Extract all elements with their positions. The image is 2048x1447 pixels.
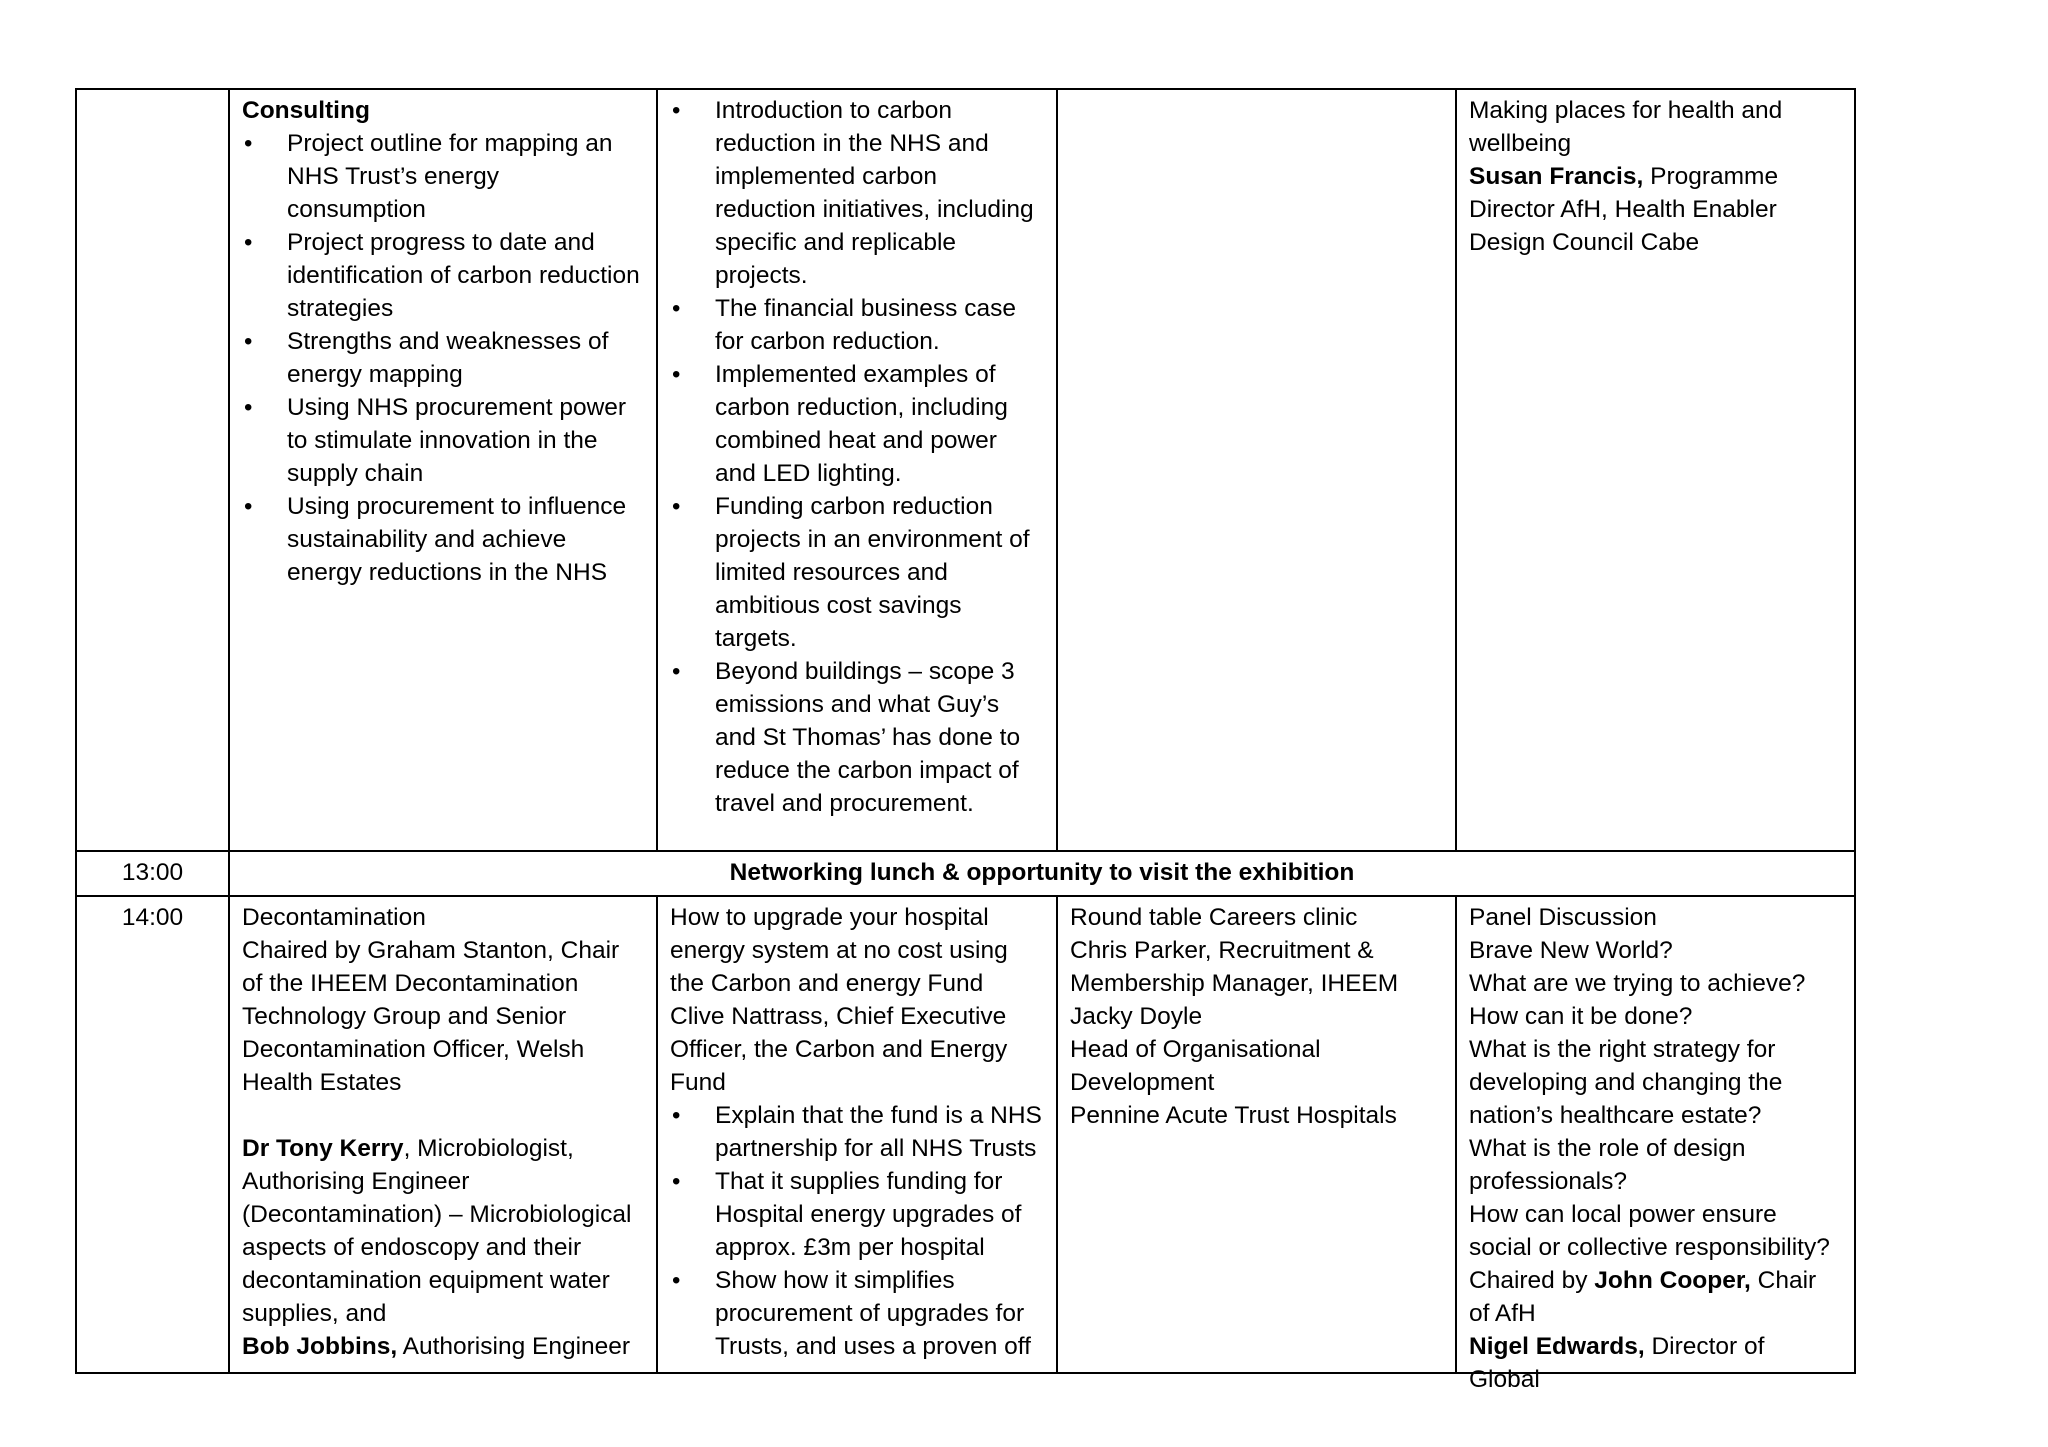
speaker-name: Susan Francis,	[1469, 163, 1644, 190]
cell-content	[242, 901, 644, 1363]
session-bullet-list	[670, 1099, 1044, 1363]
session-energy-fund	[657, 896, 1057, 1373]
speaker-organisation: Pennine Acute Trust Hospitals	[1070, 1102, 1397, 1129]
speaker-line	[242, 1132, 644, 1330]
agenda-table	[75, 88, 1856, 1393]
list-item: • Show how it simplifies procurement of upgrades for Trusts, and uses a proven off	[670, 1264, 1044, 1363]
speaker-line	[1469, 160, 1842, 259]
session-decontamination	[229, 896, 657, 1373]
panel-question: What is the right strategy for developing and changing the nation’s healthcare estate?	[1469, 1036, 1783, 1129]
speaker-role: Director of Global	[1469, 1333, 1765, 1393]
cell-content	[670, 901, 1044, 1363]
speaker-name: Dr Tony Kerry	[242, 1135, 404, 1162]
session-title: Round table Careers clinic	[1070, 904, 1358, 931]
panel-question: How can it be done?	[1469, 1003, 1693, 1030]
lunch-banner: Networking lunch & opportunity to visit the exhibition	[229, 851, 1855, 896]
list-item: • That it supplies funding for Hospital energy upgrades of approx. £3m per hospital	[670, 1165, 1044, 1264]
speaker-name: Nigel Edwards,	[1469, 1333, 1645, 1360]
list-item: • Strengths and weaknesses of energy mapping	[242, 325, 644, 391]
speaker-role: , Microbiologist, Authorising Engineer (Decontamination) – Microbiological aspects of endoscopy and their decontamination equipment water supplies, and	[242, 1135, 632, 1327]
chair-line	[1469, 1264, 1842, 1330]
agenda-row-morning-continued	[76, 89, 1855, 851]
chair-prefix: Chaired by	[1469, 1267, 1595, 1294]
session-panel-discussion	[1456, 896, 1855, 1393]
list-item: • Using procurement to influence sustainability and achieve energy reductions in the NHS	[242, 490, 644, 589]
agenda-row-lunch	[76, 851, 1855, 896]
speaker-line: Chris Parker, Recruitment & Membership Manager, IHEEM	[1070, 937, 1399, 997]
session-empty	[1057, 89, 1456, 851]
panel-question: What are we trying to achieve?	[1469, 970, 1806, 997]
agenda-row-afternoon	[76, 896, 1855, 1373]
chair-role: Chair of AfH	[1469, 1267, 1817, 1327]
chair-name: John Cooper,	[1594, 1267, 1751, 1294]
list-item: • Explain that the fund is a NHS partnership for all NHS Trusts	[670, 1099, 1044, 1165]
session-title: Making places for health and wellbeing	[1469, 97, 1783, 157]
session-title: How to upgrade your hospital energy system at no cost using the Carbon and energy Fund	[670, 904, 1008, 997]
list-item: • Beyond buildings – scope 3 emissions and what Guy’s and St Thomas’ has done to reduce the carbon impact of travel and procurement.	[670, 655, 1044, 820]
time-cell-empty	[76, 89, 229, 851]
speaker-name: Jacky Doyle	[1070, 1003, 1203, 1030]
speaker-role: Programme Director AfH, Health Enabler Design Council Cabe	[1469, 163, 1779, 256]
session-heading: Consulting	[242, 97, 370, 124]
session-bullet-list	[670, 94, 1044, 820]
list-item: • Project outline for mapping an NHS Trust’s energy consumption	[242, 127, 644, 226]
list-item: • The financial business case for carbon reduction.	[670, 292, 1044, 358]
speaker-name: Bob Jobbins,	[242, 1333, 398, 1360]
time-cell: 13:00	[76, 851, 229, 896]
session-carbon-reduction	[657, 89, 1057, 851]
list-item: • Using NHS procurement power to stimulate innovation in the supply chain	[242, 391, 644, 490]
time-cell: 14:00	[76, 896, 229, 1373]
session-chair: Chaired by Graham Stanton, Chair of the IHEEM Decontamination Technology Group and Senior Decontamination Officer, Welsh Health Estates	[242, 937, 620, 1096]
session-subtitle: Brave New World?	[1469, 937, 1673, 964]
list-item: • Funding carbon reduction projects in an environment of limited resources and ambitious cost savings targets.	[670, 490, 1044, 655]
list-item: • Introduction to carbon reduction in the NHS and implemented carbon reduction initiatives, including specific and replicable projects.	[670, 94, 1044, 292]
session-careers-clinic	[1057, 896, 1456, 1373]
panel-question: What is the role of design professionals?	[1469, 1135, 1746, 1195]
cell-content	[1070, 901, 1443, 1132]
session-consulting	[229, 89, 657, 851]
speaker-line	[242, 1330, 644, 1363]
list-item: • Implemented examples of carbon reduction, including combined heat and power and LED lighting.	[670, 358, 1044, 490]
spacer	[242, 1099, 644, 1132]
cell-content	[1469, 901, 1842, 1393]
session-health-wellbeing	[1456, 89, 1855, 851]
speaker-role: Head of Organisational Development	[1070, 1036, 1321, 1096]
speaker-line	[1469, 1330, 1842, 1396]
list-item: • Project progress to date and identification of carbon reduction strategies	[242, 226, 644, 325]
panel-question: How can local power ensure social or collective responsibility?	[1469, 1201, 1830, 1261]
session-speaker: Clive Nattrass, Chief Executive Officer, the Carbon and Energy Fund	[670, 1003, 1008, 1096]
speaker-role: Authorising Engineer	[397, 1333, 631, 1360]
session-bullet-list	[242, 127, 644, 589]
session-title: Decontamination	[242, 904, 426, 931]
session-title: Panel Discussion	[1469, 904, 1657, 931]
